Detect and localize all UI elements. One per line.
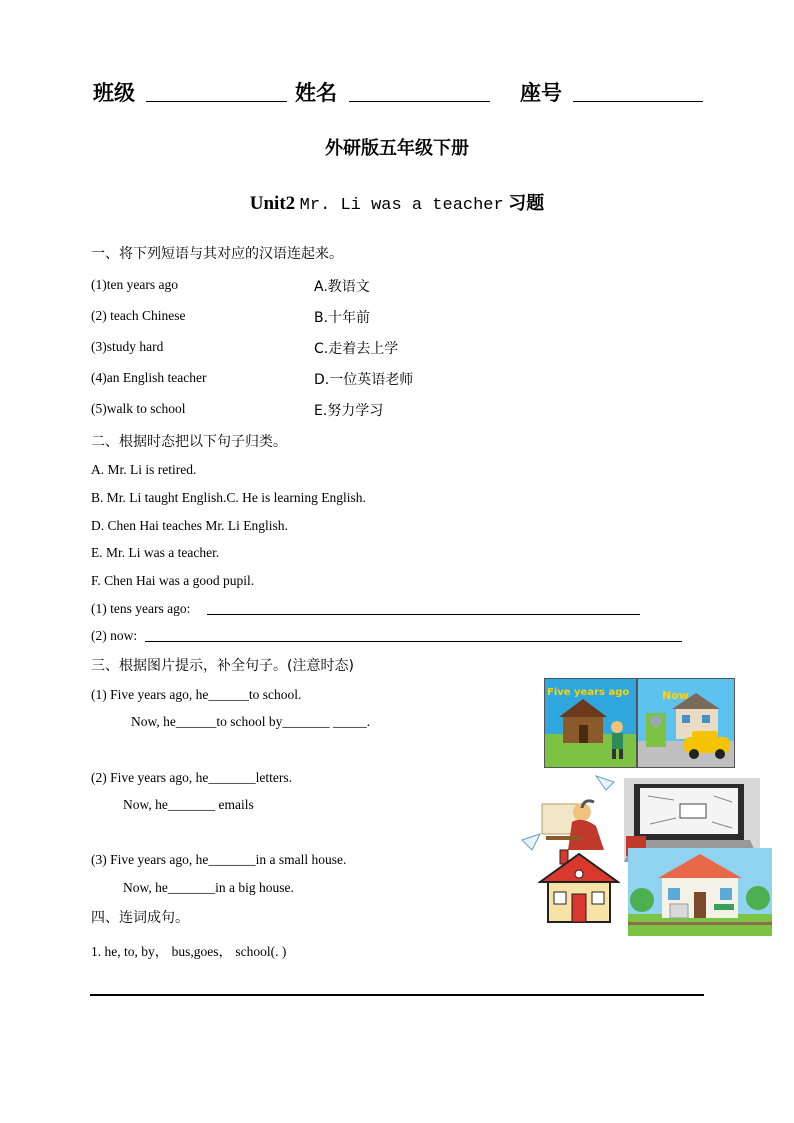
unit-name: Mr. Li was a teacher — [299, 196, 504, 215]
small-house-illustration — [538, 846, 620, 926]
seat-field[interactable] — [573, 101, 703, 102]
section4-heading: 四、连词成句。 — [91, 910, 189, 926]
book-title: 外研版五年级下册 — [325, 138, 469, 159]
sentence-a: A. Mr. Li is retired. — [91, 462, 197, 477]
classify-now-label: (2) now: — [91, 628, 138, 643]
sentence-e: E. Mr. Li was a teacher. — [91, 545, 220, 560]
match-left-2: (2) teach Chinese — [91, 308, 186, 323]
seat-label: 座号 — [520, 81, 562, 105]
match-right-a: A.教语文 — [314, 279, 370, 295]
match-right-e: E.努力学习 — [314, 403, 384, 419]
picture-big-house — [628, 848, 772, 936]
match-left-4: (4)an English teacher — [91, 370, 207, 385]
name-label: 姓名 — [295, 81, 337, 105]
word-order-answer-line[interactable] — [90, 994, 704, 996]
section2-heading: 二、根据时态把以下句子归类。 — [91, 434, 287, 450]
section1-heading: 一、将下列短语与其对应的汉语连起来。 — [91, 246, 343, 262]
match-left-3: (3)study hard — [91, 339, 164, 354]
q2-now: Now, he_______ emails — [123, 797, 254, 812]
match-left-5: (5)walk to school — [91, 401, 186, 416]
unit-number: Unit2 — [249, 193, 296, 214]
match-right-d: D.一位英语老师 — [314, 372, 414, 388]
name-field[interactable] — [349, 101, 490, 102]
match-right-c: C.走着去上学 — [314, 341, 399, 357]
classify-past-answer[interactable] — [207, 614, 640, 615]
q3-past: (3) Five years ago, he_______in a small house. — [91, 852, 347, 867]
pic1-past-label: Five years ago — [547, 687, 630, 698]
sentence-d: D. Chen Hai teaches Mr. Li English. — [91, 518, 288, 533]
picture-small-house — [538, 846, 620, 926]
q1-past: (1) Five years ago, he______to school. — [91, 687, 302, 702]
match-left-1: (1)ten years ago — [91, 277, 178, 292]
classify-now-answer[interactable] — [145, 641, 682, 642]
q1-now: Now, he______to school by_______ _____. — [131, 714, 371, 729]
unit-title — [0, 189, 794, 215]
picture-letters-past — [520, 770, 616, 855]
class-label: 班级 — [93, 81, 135, 105]
sentence-f: F. Chen Hai was a good pupil. — [91, 573, 255, 588]
letter-writing-illustration — [520, 770, 616, 855]
section3-heading: 三、根据图片提示，补全句子。(注意时态) — [91, 658, 354, 674]
picture-car-now — [637, 678, 735, 768]
class-field[interactable] — [146, 101, 287, 102]
big-house-illustration — [628, 848, 772, 936]
match-right-b: B.十年前 — [314, 310, 371, 326]
unit-suffix: 习题 — [508, 193, 545, 214]
sentence-b-c: B. Mr. Li taught English.C. He is learning English. — [91, 490, 366, 505]
classify-past-label: (1) tens years ago: — [91, 601, 191, 616]
q3-now: Now, he_______in a big house. — [123, 880, 294, 895]
pic1-now-label: Now — [662, 689, 689, 702]
picture-walking-past — [544, 678, 637, 768]
word-order-q1: 1. he, to, by， bus,goes， school(. ) — [91, 944, 287, 959]
q2-past: (2) Five years ago, he_______letters. — [91, 770, 292, 785]
